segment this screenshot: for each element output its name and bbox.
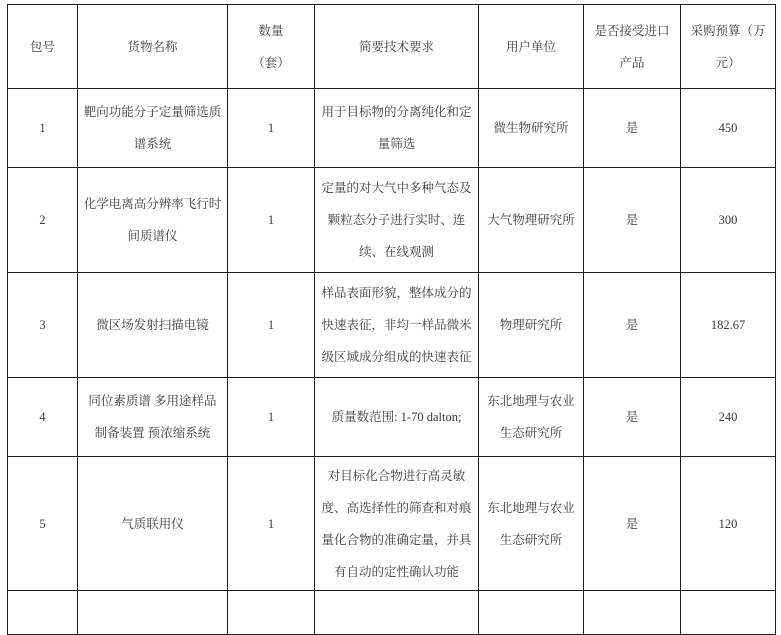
- cell-user-unit: 微生物研究所: [479, 89, 584, 168]
- header-user-unit: 用户单位: [479, 5, 584, 89]
- table-row: [8, 457, 776, 591]
- cell-budget: 450: [681, 89, 776, 168]
- cell-package-no: 1: [8, 89, 78, 168]
- table-row: [8, 273, 776, 378]
- header-quantity: 数量 （套）: [228, 5, 315, 89]
- cell-empty: [681, 591, 776, 635]
- cell-goods-name: 微区场发射扫描电镜: [78, 273, 228, 378]
- cell-requirements: 用于目标物的分离纯化和定 量筛选: [315, 89, 479, 168]
- cell-goods-name: 气质联用仪: [78, 457, 228, 591]
- header-row: [8, 5, 776, 89]
- cell-budget: 300: [681, 168, 776, 273]
- cell-quantity: 1: [228, 273, 315, 378]
- cell-requirements: 样品表面形貌，整体成分的 快速表征，非均一样品微米 级区域成分组成的快速表征: [315, 273, 479, 378]
- table-row: [8, 168, 776, 273]
- cell-quantity: 1: [228, 89, 315, 168]
- table-row: [8, 89, 776, 168]
- cell-user-unit: 东北地理与农业 生态研究所: [479, 457, 584, 591]
- header-budget: 采购预算（万 元）: [681, 5, 776, 89]
- cell-accept-import: 是: [584, 89, 681, 168]
- procurement-table: [7, 4, 776, 635]
- cell-empty: [584, 591, 681, 635]
- cell-requirements: 质量数范围: 1-70 dalton;: [315, 378, 479, 457]
- cell-goods-name: 同位素质谱 多用途样品 制备装置 预浓缩系统: [78, 378, 228, 457]
- cell-package-no: 3: [8, 273, 78, 378]
- header-package-no: 包号: [8, 5, 78, 89]
- cell-package-no: 4: [8, 378, 78, 457]
- cell-requirements: 定量的对大气中多种气态及 颗粒态分子进行实时、连 续、在线观测: [315, 168, 479, 273]
- cell-requirements: 对目标化合物进行高灵敏 度、高选择性的筛查和对痕 量化合物的准确定量，并具 有自动的定性确认功能: [315, 457, 479, 591]
- cell-budget: 120: [681, 457, 776, 591]
- cell-quantity: 1: [228, 457, 315, 591]
- cell-empty: [8, 591, 78, 635]
- cell-package-no: 5: [8, 457, 78, 591]
- cell-empty: [228, 591, 315, 635]
- cell-accept-import: 是: [584, 168, 681, 273]
- cell-empty: [315, 591, 479, 635]
- table-row: [8, 378, 776, 457]
- cell-accept-import: 是: [584, 273, 681, 378]
- cell-quantity: 1: [228, 168, 315, 273]
- cell-accept-import: 是: [584, 378, 681, 457]
- cell-accept-import: 是: [584, 457, 681, 591]
- cell-empty: [479, 591, 584, 635]
- cell-budget: 182.67: [681, 273, 776, 378]
- cell-budget: 240: [681, 378, 776, 457]
- table-row-partial: [8, 591, 776, 635]
- cell-package-no: 2: [8, 168, 78, 273]
- header-goods-name: 货物名称: [78, 5, 228, 89]
- cell-user-unit: 东北地理与农业 生态研究所: [479, 378, 584, 457]
- cell-user-unit: 大气物理研究所: [479, 168, 584, 273]
- cell-goods-name: 靶向功能分子定量筛选质 谱系统: [78, 89, 228, 168]
- cell-goods-name: 化学电离高分辨率飞行时 间质谱仪: [78, 168, 228, 273]
- cell-user-unit: 物理研究所: [479, 273, 584, 378]
- cell-empty: [78, 591, 228, 635]
- header-requirements: 简要技术要求: [315, 5, 479, 89]
- cell-quantity: 1: [228, 378, 315, 457]
- header-accept-import: 是否接受进口 产品: [584, 5, 681, 89]
